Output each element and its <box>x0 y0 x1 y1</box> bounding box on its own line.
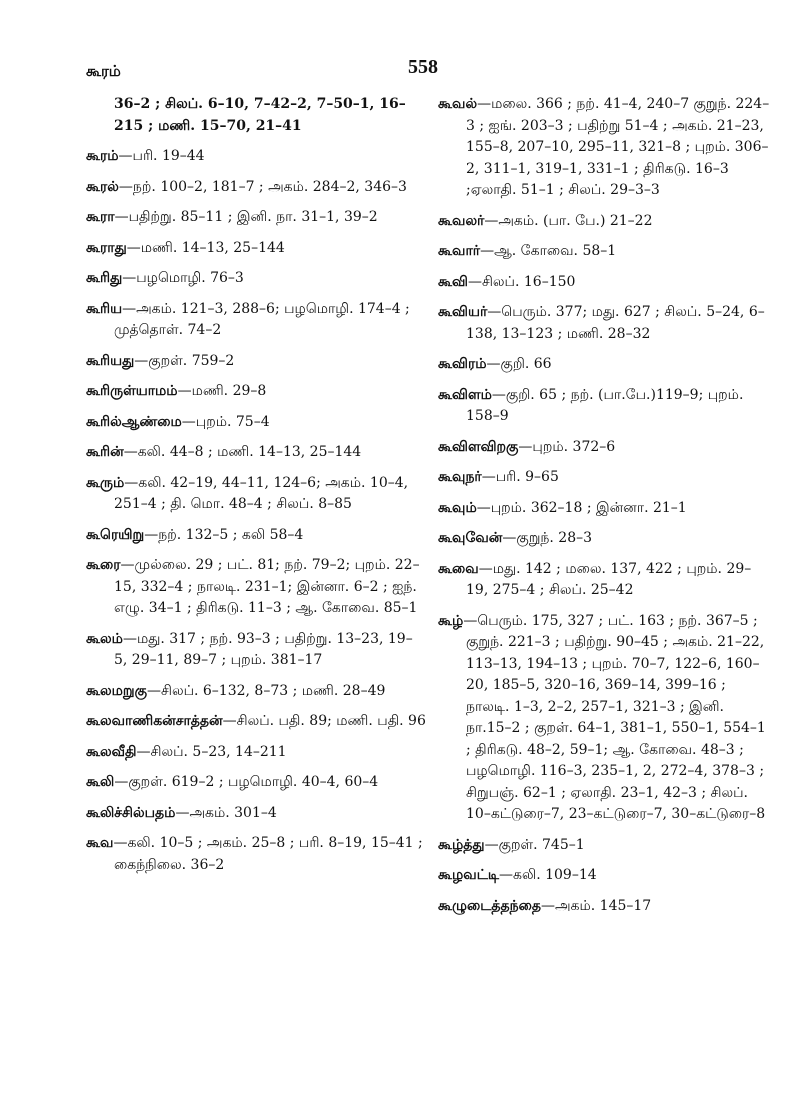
index-entry: கூவ—கலி. 10–5 ; அகம். 25–8 ; பரி. 8–19, 15–41 ; கைந்நிலை. 36–2 <box>86 835 423 873</box>
headword: கூலவாணிகன்சாத்தன் <box>86 713 223 729</box>
headword: கூவுநர் <box>438 469 482 485</box>
running-head: கூரம் <box>86 62 121 80</box>
index-entry: கூலம்—மது. 317 ; நற். 93–3 ; பதிற்று. 13–23, 19–5, 29–11, 89–7 ; புறம். 381–17 <box>86 630 413 668</box>
headword: கூரம் <box>86 148 119 164</box>
index-entry: கூரில்ஆண்மை—புறம். 75–4 <box>86 413 270 430</box>
headword: கூவியர் <box>438 304 488 320</box>
index-entry: கூலவாணிகன்சாத்தன்—சிலப். பதி. 89; மணி. பதி. 96 <box>86 713 426 729</box>
index-entry: கூரல்—நற். 100–2, 181–7 ; அகம். 284–2, 346–3 <box>86 178 407 195</box>
headword: கூரின் <box>86 444 124 460</box>
headword: கூலம் <box>86 630 123 647</box>
index-entry: கூவிரம்—குறி. 66 <box>438 356 552 372</box>
index-entry: கூரும்—கலி. 42–19, 44–11, 124–6; அகம். 10–4, 251–4 ; தி. மொ. 48–4 ; சிலப். 8–85 <box>86 474 409 512</box>
index-entry: கூவும்—புறம். 362–18 ; இன்னா. 21–1 <box>438 499 687 516</box>
headword: கூலமறுகு <box>86 682 147 699</box>
headword: கூவிளம் <box>438 386 492 403</box>
headword: கூழ்த்து <box>438 836 485 853</box>
headword: கூழ் <box>438 612 464 629</box>
headword: கூலிச்சில்பதம் <box>86 804 176 821</box>
index-entry: கூலி—குறள். 619–2 ; பழமொழி. 40–4, 60–4 <box>86 774 379 790</box>
headword: கூரை <box>86 557 121 573</box>
left-column <box>86 94 426 885</box>
index-entry: கூவிளவிறகு—புறம். 372–6 <box>438 438 616 455</box>
index-entry: கூரெயிறு—நற். 132–5 ; கலி 58–4 <box>86 526 304 543</box>
index-entry-continuation: 36–2 ; சிலப். 6–10, 7–42–2, 7–50–1, 16–215 ; மணி. 15–70, 21–41 <box>114 96 406 134</box>
headword: கூரில்ஆண்மை <box>86 413 182 430</box>
headword: கூழவட்டி <box>438 867 499 883</box>
index-entry: கூவுநர்—பரி. 9–65 <box>438 469 559 485</box>
headword: கூரியது <box>86 352 135 369</box>
index-entry: கூலமறுகு—சிலப். 6–132, 8–73 ; மணி. 28–49 <box>86 682 386 699</box>
index-entry: கூலிச்சில்பதம்—அகம். 301–4 <box>86 804 277 821</box>
headword: கூரிருள்யாமம் <box>86 383 178 399</box>
headword: கூவிரம் <box>438 356 487 372</box>
headword: கூலி <box>86 774 115 790</box>
index-entry: கூலவீதி—சிலப். 5–23, 14–211 <box>86 743 287 760</box>
index-entry: கூவலர்—அகம். (பா. பே.) 21–22 <box>438 212 653 229</box>
headword: கூராது <box>86 239 127 256</box>
headword: கூலவீதி <box>86 743 137 760</box>
index-entry: கூவுவேன்—குறுந். 28–3 <box>438 530 593 546</box>
index-entry: கூரம்—பரி. 19–44 <box>86 148 205 164</box>
headword: கூவுவேன் <box>438 530 503 546</box>
headword: கூரெயிறு <box>86 526 145 543</box>
headword: கூவல் <box>438 96 478 112</box>
index-entry: கூவல்—மலை. 366 ; நற். 41–4, 240–7 குறுந். 224–3 ; ஐங். 203–3 ; பதிற்று 51–4 ; அகம். 21–23, 155–8, 207–10, 295–11, 321–8 ; புறம். 306–2, 311–1, 319–1, 331–1 ; திரிகடு. 16–3 ;ஏலாதி. 51–1 ; சிலப். 29–3–3 <box>438 96 770 198</box>
headword: கூவார் <box>438 243 481 259</box>
headword: கூரிய <box>86 300 123 317</box>
headword: கூவும் <box>438 499 477 516</box>
headword: கூரல் <box>86 178 119 195</box>
headword: கூவிளவிறகு <box>438 438 519 455</box>
headword: கூழுடைத்தந்தை <box>438 897 541 914</box>
index-entry: கூவார்—ஆ. கோவை. 58–1 <box>438 243 617 259</box>
index-entry: கூரா—பதிற்று. 85–11 ; இனி. நா. 31–1, 39–2 <box>86 209 378 225</box>
index-entry: கூரியது—குறள். 759–2 <box>86 352 235 369</box>
headword: கூவி <box>438 273 468 290</box>
index-entry: கூவை—மது. 142 ; மலை. 137, 422 ; புறம். 29–19, 275–4 ; சிலப். 25–42 <box>438 560 752 598</box>
index-entry: கூரிது—பழமொழி. 76–3 <box>86 270 244 286</box>
headword: கூரா <box>86 209 115 225</box>
index-entry: கூரை—முல்லை. 29 ; பட். 81; நற். 79–2; புறம். 22–15, 332–4 ; நாலடி. 231–1; இன்னா. 6–2 ; ஐந். எழு. 34–1 ; திரிகடு. 11–3 ; ஆ. கோவை. 85–1 <box>86 557 420 616</box>
index-entry: கூவி—சிலப். 16–150 <box>438 273 576 290</box>
index-entry: கூழ்—பெரும். 175, 327 ; பட். 163 ; நற். 367–5 ; குறுந். 221–3 ; பதிற்று. 90–45 ; அகம். 21–22, 113–13, 194–13 ; புறம். 70–7, 122–6, 160–20, 185–5, 320–16, 369–14, 399–16 ; நாலடி. 1–3, 2–2, 257–1, 321–3 ; இனி. நா.15–2 ; குறள். 64–1, 381–1, 550–1, 554–1 ; திரிகடு. 48–2, 59–1; ஆ. கோவை. 48–3 ; பழமொழி. 116–3, 235–1, 2, 272–4, 378–3 ; சிறுபஞ். 62–1 ; ஏலாதி. 23–1, 42–3 ; சிலப். 10–கட்டுரை–7, 23–கட்டுரை–7, 30–கட்டுரை–8 <box>438 612 766 822</box>
headword: கூரிது <box>86 270 123 286</box>
page-number: 558 <box>408 56 438 78</box>
index-entry: கூராது—மணி. 14–13, 25–144 <box>86 239 285 256</box>
headword: கூவலர் <box>438 212 485 229</box>
index-entry: கூழுடைத்தந்தை—அகம். 145–17 <box>438 897 652 914</box>
index-entry: கூழ்த்து—குறள். 745–1 <box>438 836 585 853</box>
headword: கூவை <box>438 560 479 577</box>
index-entry: கூழவட்டி—கலி. 109–14 <box>438 867 597 883</box>
headword: கூரும் <box>86 474 125 491</box>
right-column <box>438 94 773 926</box>
index-entry: கூரிருள்யாமம்—மணி. 29–8 <box>86 383 267 399</box>
index-entry: கூரின்—கலி. 44–8 ; மணி. 14–13, 25–144 <box>86 444 362 460</box>
index-entry: கூவியர்—பெரும். 377; மது. 627 ; சிலப். 5–24, 6–138, 13–123 ; மணி. 28–32 <box>438 304 765 342</box>
headword: கூவ <box>86 835 114 851</box>
index-entry: கூரிய—அகம். 121–3, 288–6; பழமொழி. 174–4 ; முத்தொள். 74–2 <box>86 300 410 338</box>
index-entry: கூவிளம்—குறி. 65 ; நற். (பா.பே.)119–9; புறம். 158–9 <box>438 386 744 424</box>
